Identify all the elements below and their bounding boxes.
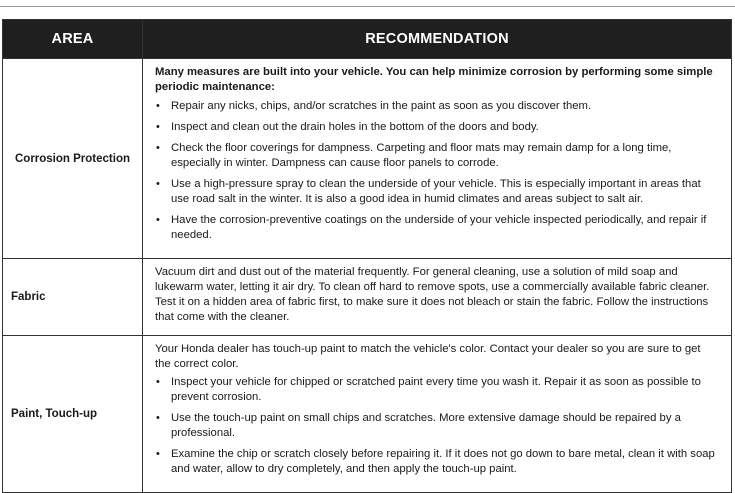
list-item-text: Examine the chip or scratch closely before repairing it. If it does not go down to bare metal, clean it with soap and water, allow to dry completely, and then apply the touch-up paint.	[171, 448, 715, 475]
area-cell: Corrosion Protection	[3, 59, 143, 259]
area-cell: Paint, Touch-up	[3, 336, 143, 493]
maintenance-table	[2, 19, 732, 493]
header-recommendation: RECOMMENDATION	[143, 20, 732, 59]
list-item	[155, 99, 719, 114]
table-header-row	[3, 20, 732, 59]
bullet-dot-icon: •	[156, 412, 160, 424]
list-item	[155, 120, 719, 135]
header-area: AREA	[3, 20, 143, 59]
list-item-text: Check the floor coverings for dampness. Carpeting and floor mats may remain damp for a long time, especially in winter. Dampness can cause floor panels to corrode.	[171, 142, 672, 169]
list-item-text: Use a high-pressure spray to clean the underside of your vehicle. This is especially important in areas that use road salt in the winter. It is also a good idea in humid climates and areas subject to salt air.	[171, 178, 701, 205]
bullet-dot-icon: •	[156, 214, 160, 226]
list-item-text: Use the touch-up paint on small chips and scratches. More extensive damage should be repaired by a professional.	[171, 412, 681, 439]
recommendation-cell	[143, 59, 732, 259]
table-row-corrosion-protection	[3, 59, 732, 259]
fabric-text: Vacuum dirt and dust out of the material frequently. For general cleaning, use a solution of mild soap and lukewarm water, letting it air dry. To clean off hard to remove spots, use a commercially available fabric cleaner. Test it on a hidden area of fabric first, to make sure it does not bleach or stain the fabric. Follow the instructions that come with the cleaner.	[155, 266, 710, 323]
top-rule	[0, 6, 735, 7]
table-row-fabric	[3, 259, 732, 336]
list-item-text: Have the corrosion-preventive coatings on the underside of your vehicle inspected periodically, and repair if needed.	[171, 214, 707, 241]
bullet-dot-icon: •	[156, 100, 160, 112]
recommendation-cell	[143, 336, 732, 493]
area-cell: Fabric	[3, 259, 143, 336]
list-item	[155, 141, 719, 171]
list-item-text: Inspect and clean out the drain holes in the bottom of the doors and body.	[171, 121, 539, 133]
list-item	[155, 447, 719, 477]
list-item-text: Inspect your vehicle for chipped or scratched paint every time you wash it. Repair it as soon as possible to prevent corrosion.	[171, 376, 701, 403]
bullet-dot-icon: •	[156, 376, 160, 388]
list-item	[155, 177, 719, 207]
table-row-paint-touch-up	[3, 336, 732, 493]
bullet-list	[155, 375, 719, 477]
bullet-dot-icon: •	[156, 178, 160, 190]
intro-text: Many measures are built into your vehicle. You can help minimize corrosion by performing some simple periodic maintenance:	[155, 66, 713, 93]
intro-text: Your Honda dealer has touch-up paint to match the vehicle's color. Contact your dealer so you are sure to get the correct color.	[155, 343, 701, 370]
bullet-list	[155, 99, 719, 243]
bullet-dot-icon: •	[156, 448, 160, 460]
list-item	[155, 213, 719, 243]
list-item	[155, 411, 719, 441]
bullet-dot-icon: •	[156, 121, 160, 133]
list-item-text: Repair any nicks, chips, and/or scratches in the paint as soon as you discover them.	[171, 100, 592, 112]
list-item	[155, 375, 719, 405]
bullet-dot-icon: •	[156, 142, 160, 154]
recommendation-cell	[143, 259, 732, 336]
